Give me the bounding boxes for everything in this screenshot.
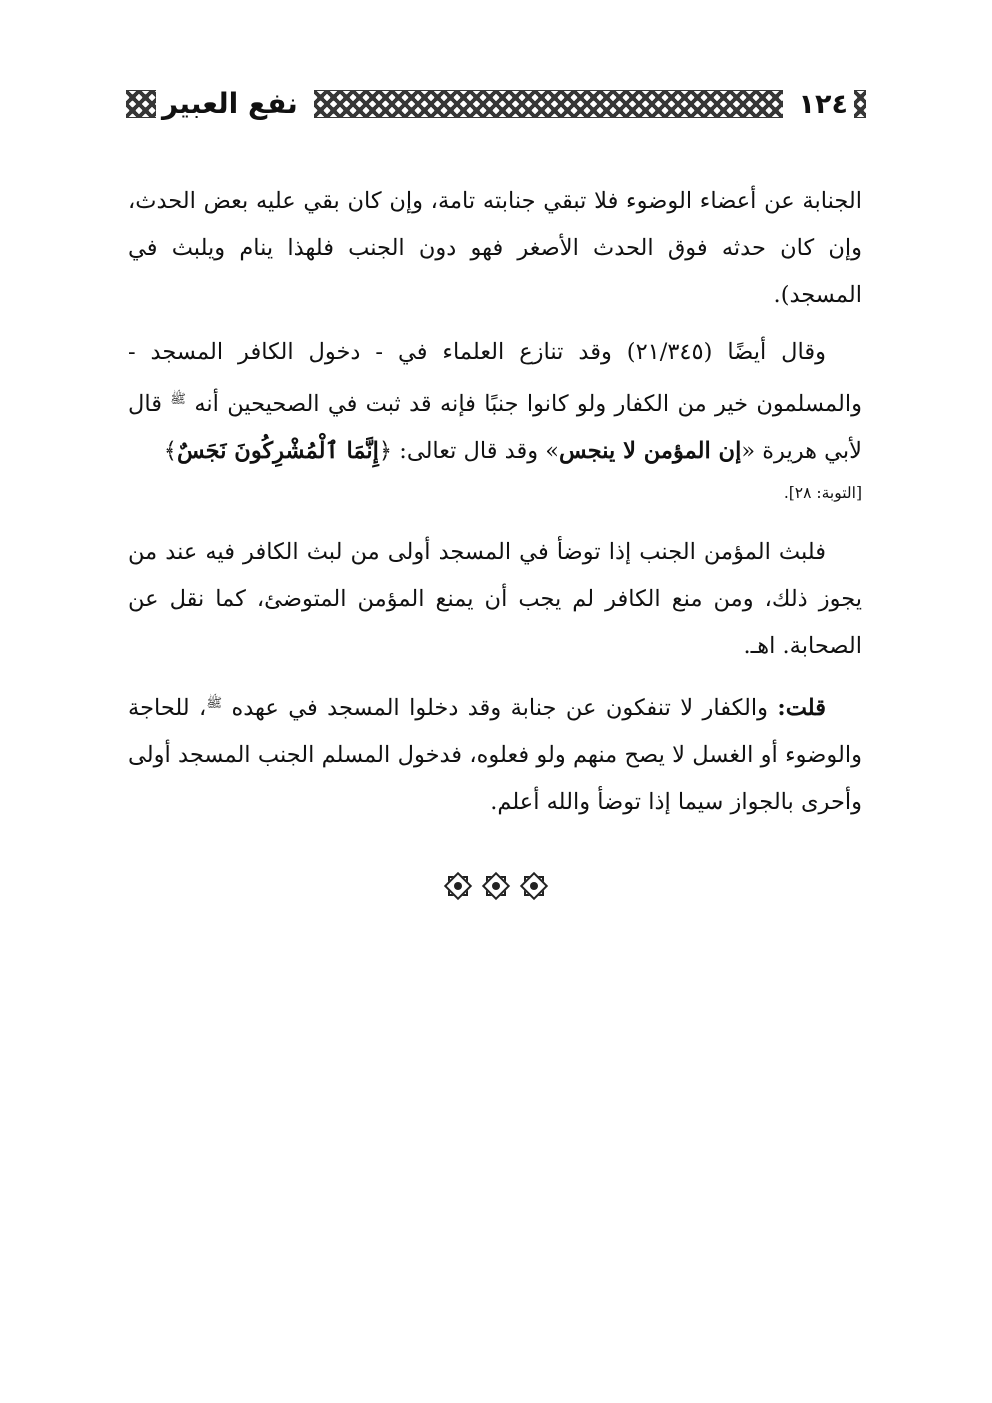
author-note-label: قلت: — [777, 695, 826, 721]
star-ornament-icon — [446, 874, 470, 898]
paragraph-2-text-b: قال لأبي هريرة « — [128, 391, 862, 464]
paragraph-1-text: الجنابة عن أعضاء الوضوء فلا تبقي جنابته تامة، وإن كان بقي عليه بعض الحدث، وإن كان حدثه فوق الحدث الأصغر فهو دون الجنب فلهذا ينام ويلبث في المسجد). — [128, 188, 862, 308]
paragraph-4 — [128, 680, 862, 826]
star-ornament-icon — [522, 874, 546, 898]
header-ornament-right — [854, 90, 866, 118]
quran-verse: إِنَّمَا ٱلْمُشْرِكُونَ نَجَسٌ — [176, 438, 379, 464]
paragraph-2 — [128, 329, 862, 475]
hadith-quote: إن المؤمن لا ينجس — [559, 438, 742, 464]
paragraph-4-text-a: والكفار لا تنفكون عن جنابة وقد دخلوا المسجد في عهده — [231, 695, 768, 721]
paragraph-3-text: فلبث المؤمن الجنب إذا توضأ في المسجد أولى من لبث الكافر فيه عند من يجوز ذلك، ومن منع الكافر لم يجب أن يمنع المؤمن المتوضئ، كما نقل عن الصحابة. اهـ. — [128, 539, 862, 659]
header-ornament-left — [126, 90, 156, 118]
section-divider — [446, 872, 546, 900]
page-number: ١٢٤ — [798, 88, 848, 120]
star-ornament-icon — [484, 874, 508, 898]
paragraph-2-text-a: وقال أيضًا (٢١/٣٤٥) وقد تنازع العلماء في - دخول الكافر المسجد - والمسلمون خير من الكفار ولو كانوا جنبًا فإنه قد ثبت في الصحيحين أنه — [128, 339, 863, 417]
page-body — [128, 178, 862, 836]
paragraph-1 — [128, 178, 862, 319]
paragraph-2-text-c: » وقد قال تعالى: ﴿ — [378, 438, 560, 464]
paragraph-4-text-b: ، للحاجة والوضوء أو الغسل لا يصح منهم ولو فعلوه، فدخول المسلم الجنب المسجد أولى وأحرى بالجواز سيما إذا توضأ والله أعلم. — [128, 695, 862, 815]
honorific-2: ﷺ — [206, 696, 223, 711]
running-title: نفع العبير — [162, 87, 298, 120]
verse-citation: [التوبة: ٢٨]. — [783, 484, 862, 502]
honorific-1: ﷺ — [170, 392, 186, 407]
header-ornament-band — [314, 90, 783, 118]
paragraph-2-text-d: ﴾ — [163, 438, 177, 464]
page-header — [126, 84, 866, 124]
paragraph-3 — [128, 529, 862, 670]
